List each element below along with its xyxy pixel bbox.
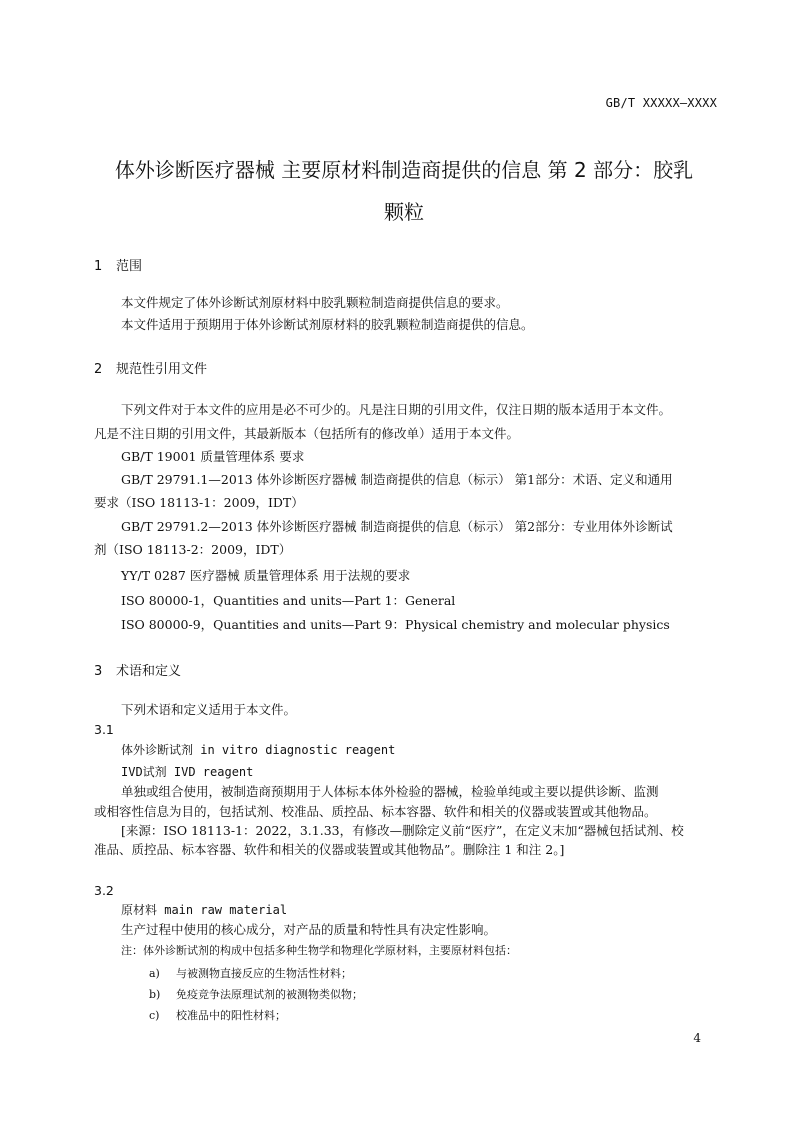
reference-item-continued: 剂（ISO 18113-2：2009，IDT） <box>94 542 292 557</box>
list-item-label: a) <box>149 967 160 980</box>
list-item-label: b) <box>149 988 161 1001</box>
section-number: 1 <box>94 259 103 274</box>
term-note: 注：体外诊断试剂的构成中包括多种生物学和物理化学原材料，主要原材料包括： <box>121 944 517 957</box>
reference-item: YY/T 0287 医疗器械 质量管理体系 用于法规的要求 <box>121 568 411 583</box>
document-title-line2: 颗粒 <box>384 200 424 224</box>
references-intro-line2: 凡是不注日期的引用文件，其最新版本（包括所有的修改单）适用于本文件。 <box>94 426 520 441</box>
term-source-line1: [来源：ISO 18113-1：2022，3.1.33，有修改—删除定义前“医疗”，在定义末加“器械包括试剂、校 <box>121 823 684 838</box>
term-number: 3.1 <box>94 722 114 737</box>
page-number: 4 <box>693 1031 701 1045</box>
term-definition: 生产过程中使用的核心成分，对产品的质量和特性具有决定性影响。 <box>121 922 497 937</box>
scope-paragraph-2: 本文件适用于预期用于体外诊断试剂原材料的胶乳颗粒制造商提供的信息。 <box>121 317 534 332</box>
list-item-text: 免疫竞争法原理试剂的被测物类似物； <box>176 988 363 1001</box>
reference-item-continued: 要求（ISO 18113-1：2009，IDT） <box>94 495 304 510</box>
reference-item: GB/T 29791.2—2013 体外诊断医疗器械 制造商提供的信息（标示） 第2部分：专业用体外诊断试 <box>121 519 673 534</box>
list-item-text: 与被测物直接反应的生物活性材料； <box>176 967 352 980</box>
reference-item: GB/T 29791.1—2013 体外诊断医疗器械 制造商提供的信息（标示） 第1部分：术语、定义和通用 <box>121 472 673 487</box>
reference-item: GB/T 19001 质量管理体系 要求 <box>121 449 305 464</box>
term-entry: 体外诊断试剂 in vitro diagnostic reagent <box>121 743 396 757</box>
document-code: GB/T XXXXX—XXXX <box>605 96 717 110</box>
list-item-text: 校准品中的阳性材料； <box>176 1009 286 1022</box>
section-title: 术语和定义 <box>116 664 182 679</box>
scope-paragraph-1: 本文件规定了体外诊断试剂原材料中胶乳颗粒制造商提供信息的要求。 <box>121 295 509 310</box>
list-item-label: c) <box>149 1009 160 1022</box>
section-3-heading <box>94 660 181 679</box>
reference-item: ISO 80000-1，Quantities and units—Part 1：General <box>121 593 456 608</box>
terms-intro: 下列术语和定义适用于本文件。 <box>121 702 297 717</box>
term-entry: 原材料 main raw material <box>121 903 288 917</box>
term-definition-line2: 或相容性信息为目的，包括试剂、校准品、质控品、标本容器、软件和相关的仪器或装置或其他物品。 <box>94 804 657 819</box>
term-source-line2: 准品、质控品、标本容器、软件和相关的仪器或装置或其他物品”。删除注 1 和注 2。] <box>94 842 565 857</box>
section-1-heading <box>94 255 142 274</box>
reference-item: ISO 80000-9，Quantities and units—Part 9：Physical chemistry and molecular physics <box>121 617 670 632</box>
references-intro-line1: 下列文件对于本文件的应用是必不可少的。凡是注日期的引用文件，仅注日期的版本适用于本文件。 <box>121 402 672 417</box>
term-number: 3.2 <box>94 883 114 898</box>
section-number: 2 <box>94 362 103 377</box>
section-title: 范围 <box>116 259 143 274</box>
section-2-heading <box>94 358 207 377</box>
section-number: 3 <box>94 664 103 679</box>
term-synonym: IVD试剂 IVD reagent <box>121 765 254 779</box>
section-title: 规范性引用文件 <box>116 362 208 377</box>
term-definition-line1: 单独或组合使用，被制造商预期用于人体标本体外检验的器械，检验单纯或主要以提供诊断、监测 <box>121 784 659 799</box>
document-title-line1: 体外诊断医疗器械 主要原材料制造商提供的信息 第 2 部分：胶乳 <box>114 158 694 182</box>
